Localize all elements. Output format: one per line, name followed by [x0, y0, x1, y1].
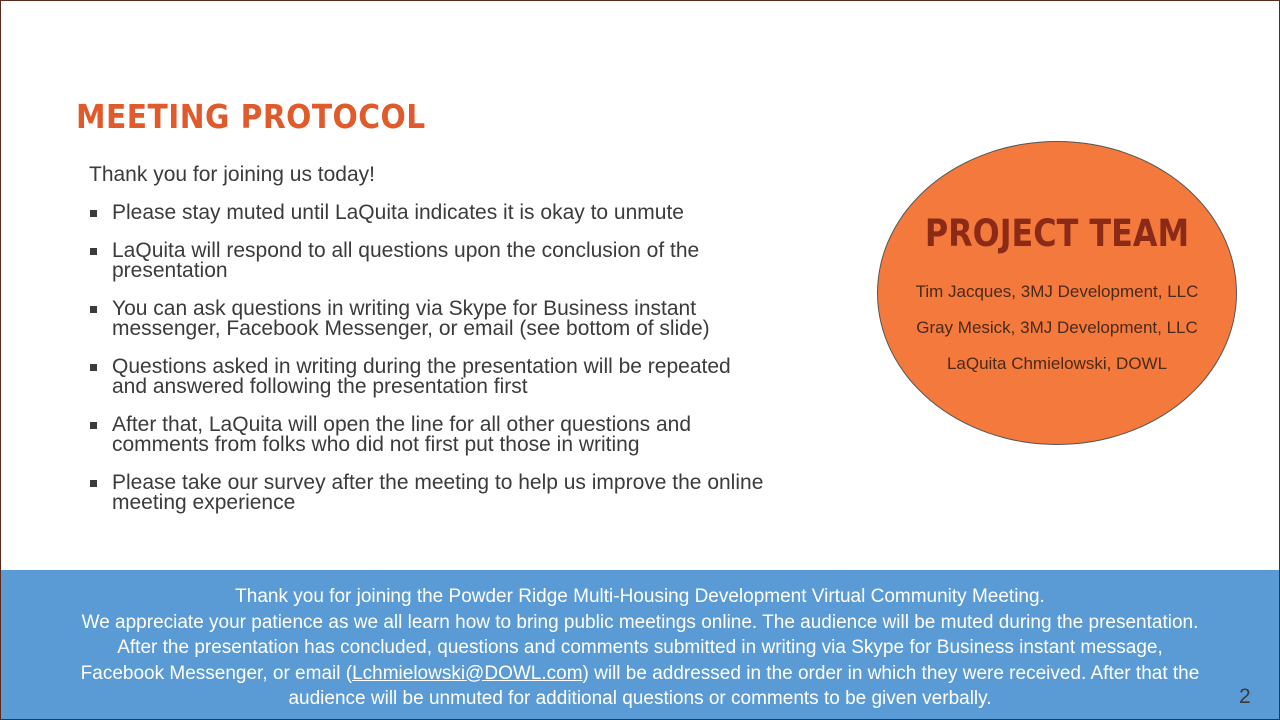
- bullet-text: Please stay muted until LaQuita indicates it is okay to unmute: [112, 201, 684, 224]
- footer-line: Thank you for joining the Powder Ridge Multi-Housing Development Virtual Community Meeting.: [235, 586, 1045, 607]
- footer-banner: [1, 570, 1279, 720]
- square-bullet-icon: [90, 422, 97, 429]
- team-member: LaQuita Chmielowski, DOWL: [946, 354, 1168, 373]
- square-bullet-icon: [90, 248, 97, 255]
- protocol-bullet-list: [89, 203, 769, 531]
- bullet-text: Please take our survey after the meeting to help us improve the online meeting experience: [112, 471, 764, 514]
- bullet-text: After that, LaQuita will open the line for all other questions and comments from folks who did not first put those in writing: [112, 413, 692, 456]
- square-bullet-icon: [90, 306, 97, 313]
- protocol-bullet: [89, 299, 769, 339]
- footer-line: audience will be unmuted for additional questions or comments to be given verbally.: [288, 688, 992, 709]
- bullet-text: LaQuita will respond to all questions upon the conclusion of the presentation: [112, 239, 700, 282]
- page-number: 2: [1239, 685, 1251, 708]
- footer-message: [1, 584, 1279, 712]
- footer-line: After the presentation has concluded, questions and comments submitted in writing via Skype for Business instant message,: [117, 637, 1163, 658]
- team-member: Tim Jacques, 3MJ Development, LLC: [915, 282, 1199, 301]
- protocol-bullet: [89, 357, 769, 397]
- footer-text-segment: Facebook Messenger, or email (: [80, 662, 353, 684]
- slide-title: MEETING PROTOCOL: [76, 97, 426, 136]
- bullet-text: Questions asked in writing during the presentation will be repeated and answered following the presentation first: [112, 355, 731, 398]
- footer-line-with-email: [1, 661, 1279, 687]
- square-bullet-icon: [90, 364, 97, 371]
- project-team-circle: [877, 141, 1237, 445]
- project-team-title: PROJECT TEAM: [924, 212, 1190, 255]
- square-bullet-icon: [90, 210, 97, 217]
- email-link[interactable]: Lchmielowski@DOWL.com: [352, 662, 583, 684]
- intro-text: Thank you for joining us today!: [89, 163, 376, 186]
- protocol-bullet: [89, 473, 769, 513]
- protocol-bullet: [89, 415, 769, 455]
- bullet-text: You can ask questions in writing via Skype for Business instant messenger, Facebook Messenger, or email (see bottom of slide): [112, 297, 710, 340]
- footer-text-segment: ) will be addressed in the order in which they were received. After that the: [582, 662, 1200, 684]
- footer-line: We appreciate your patience as we all learn how to bring public meetings online. The audience will be muted during the presentation.: [81, 611, 1199, 633]
- protocol-bullet: [89, 203, 769, 223]
- square-bullet-icon: [90, 480, 97, 487]
- project-team-list: [878, 282, 1236, 390]
- protocol-bullet: [89, 241, 769, 281]
- team-member: Gray Mesick, 3MJ Development, LLC: [916, 318, 1198, 337]
